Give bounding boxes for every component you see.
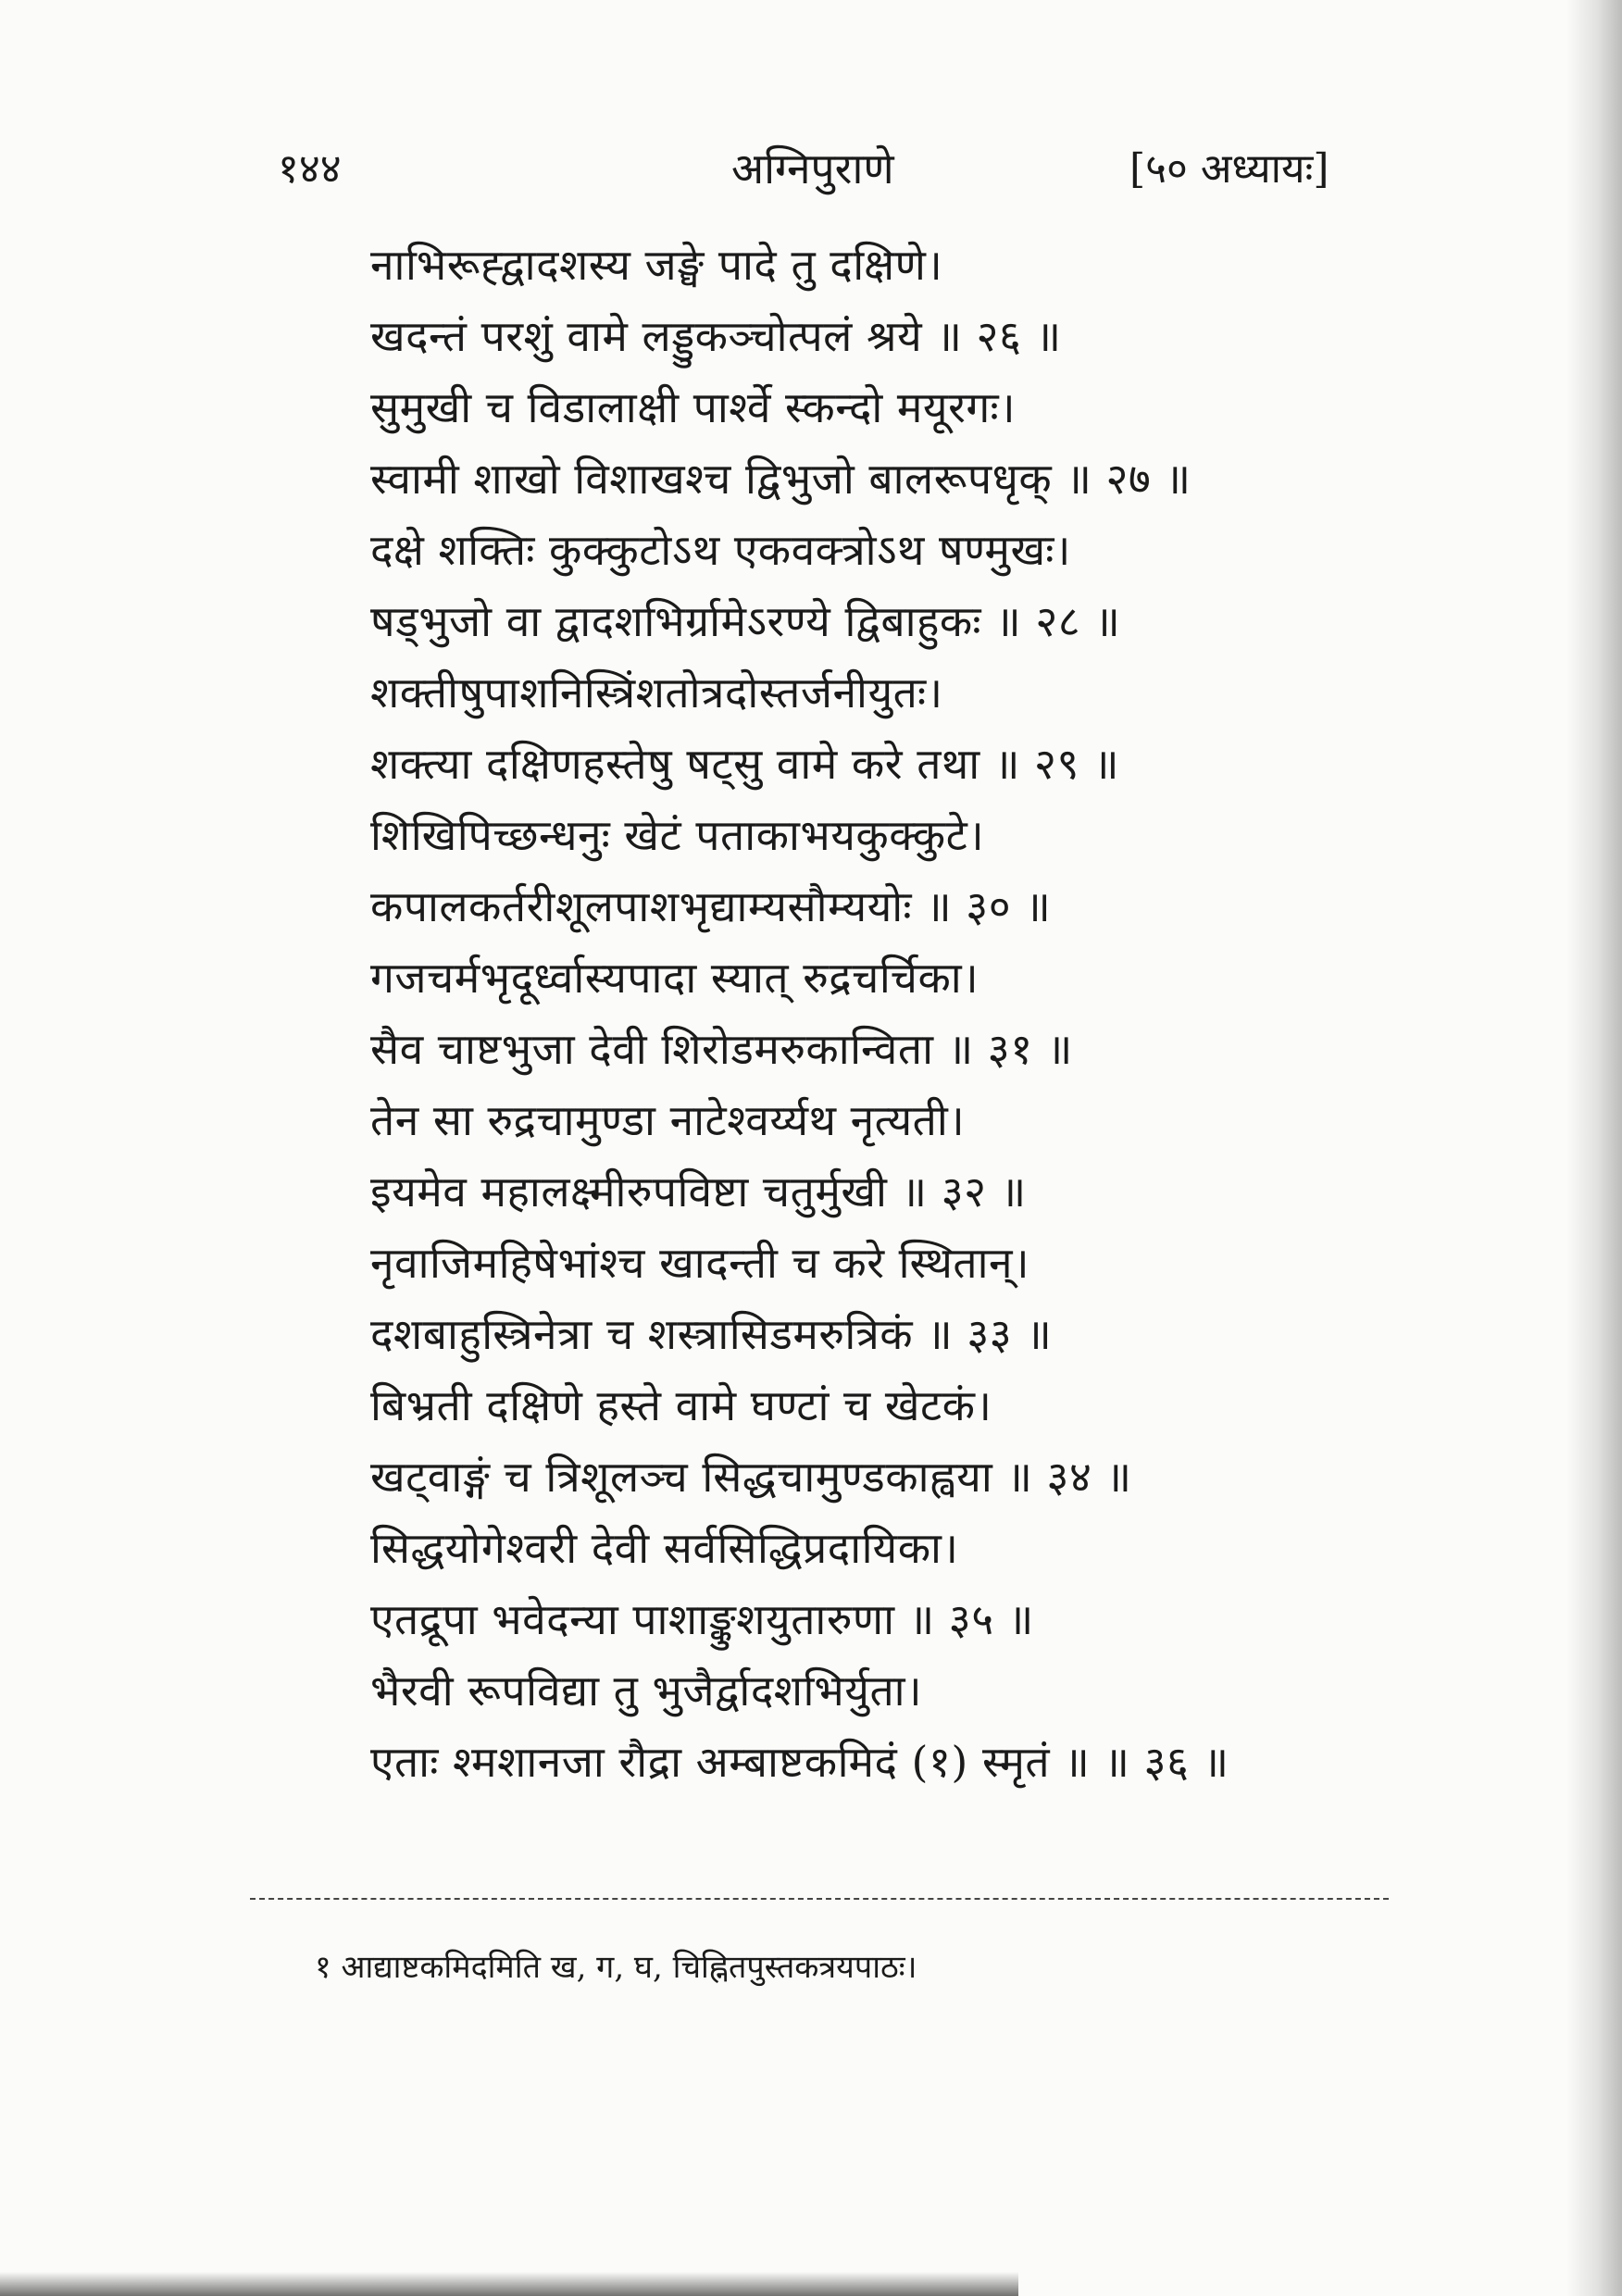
- chapter-label: [५० अध्यायः]: [1129, 145, 1329, 193]
- verse-line: षड्भुजो वा द्वादशभिर्ग्रामेऽरण्ये द्विबाहुकः ॥ २८ ॥: [370, 596, 1121, 646]
- verse-line: शिखिपिच्छन्धनुः खेटं पताकाभयकुक्कुटे।: [370, 810, 985, 860]
- page-header: [0, 139, 1622, 204]
- verse-block: [370, 230, 1342, 1798]
- verse-line: शक्तीषुपाशनिस्त्रिंशतोत्रदोस्तर्जनीयुतः।: [370, 668, 943, 718]
- footnote-divider: [250, 1898, 1389, 1900]
- book-spine-shadow: [1566, 0, 1622, 2296]
- verse-line: शक्त्या दक्षिणहस्तेषु षट्सु वामे करे तथा ॥ २९ ॥: [370, 739, 1120, 789]
- verse-line: एतद्रूपा भवेदन्या पाशाङ्कुशयुतारुणा ॥ ३५ ॥: [370, 1594, 1034, 1644]
- verse-line: सुमुखी च विडालाक्षी पार्श्वे स्कन्दो मयूरगः।: [370, 382, 1017, 432]
- verse-line: एताः श्मशानजा रौद्रा अम्बाष्टकमिदं (१) स्मृतं ॥ ॥ ३६ ॥: [370, 1737, 1229, 1787]
- footnote: १ आद्याष्टकमिदमिति ख, ग, घ, चिह्नितपुस्तकत्रयपाठः।: [315, 1949, 917, 1986]
- verse-line: स्वामी शाखो विशाखश्च द्विभुजो बालरूपधृक् ॥ २७ ॥: [370, 454, 1192, 504]
- verse-line: भैरवी रूपविद्या तु भुजैर्द्वादशभिर्युता।: [370, 1666, 923, 1716]
- verse-line: कपालकर्तरीशूलपाशभृद्याम्यसौम्ययोः ॥ ३० ॥: [370, 881, 1052, 931]
- page-bottom-edge-shadow: [0, 2272, 1018, 2296]
- verse-line: तेन सा रुद्रचामुण्डा नाटेश्वर्य्यथ नृत्यती।: [370, 1095, 966, 1145]
- verse-line: बिभ्रती दक्षिणे हस्ते वामे घण्टां च खेटकं।: [370, 1380, 992, 1430]
- verse-line: खदन्तं परशुं वामे लड्डुकञ्चोत्पलं श्रये ॥ २६ ॥: [370, 311, 1062, 361]
- page-number: १४४: [278, 145, 342, 193]
- verse-line: नृवाजिमहिषेभांश्च खादन्ती च करे स्थितान्।: [370, 1238, 1030, 1288]
- verse-line: गजचर्मभृदूर्ध्वास्यपादा स्यात् रुद्रचर्चिका।: [370, 953, 979, 1003]
- verse-line: नाभिरूह्द्वादशस्य जङ्घे पादे तु दक्षिणे।: [370, 240, 943, 290]
- verse-line: खट्वाङ्गं च त्रिशूलञ्च सिद्धचामुण्डकाह्वया ॥ ३४ ॥: [370, 1452, 1132, 1502]
- running-title: अग्निपुराणे: [731, 144, 894, 193]
- verse-line: सिद्धयोगेश्वरी देवी सर्वसिद्धिप्रदायिका।: [370, 1523, 959, 1573]
- verse-line: इयमेव महालक्ष्मीरुपविष्टा चतुर्मुखी ॥ ३२ ॥: [370, 1167, 1027, 1217]
- verse-line: दक्षे शक्तिः कुक्कुटोऽथ एकवक्त्रोऽथ षण्मुखः।: [370, 525, 1071, 575]
- verse-line: दशबाहुस्त्रिनेत्रा च शस्त्रासिडमरुत्रिकं ॥ ३३ ॥: [370, 1309, 1053, 1359]
- verse-line: सैव चाष्टभुजा देवी शिरोडमरुकान्विता ॥ ३१ ॥: [370, 1024, 1073, 1074]
